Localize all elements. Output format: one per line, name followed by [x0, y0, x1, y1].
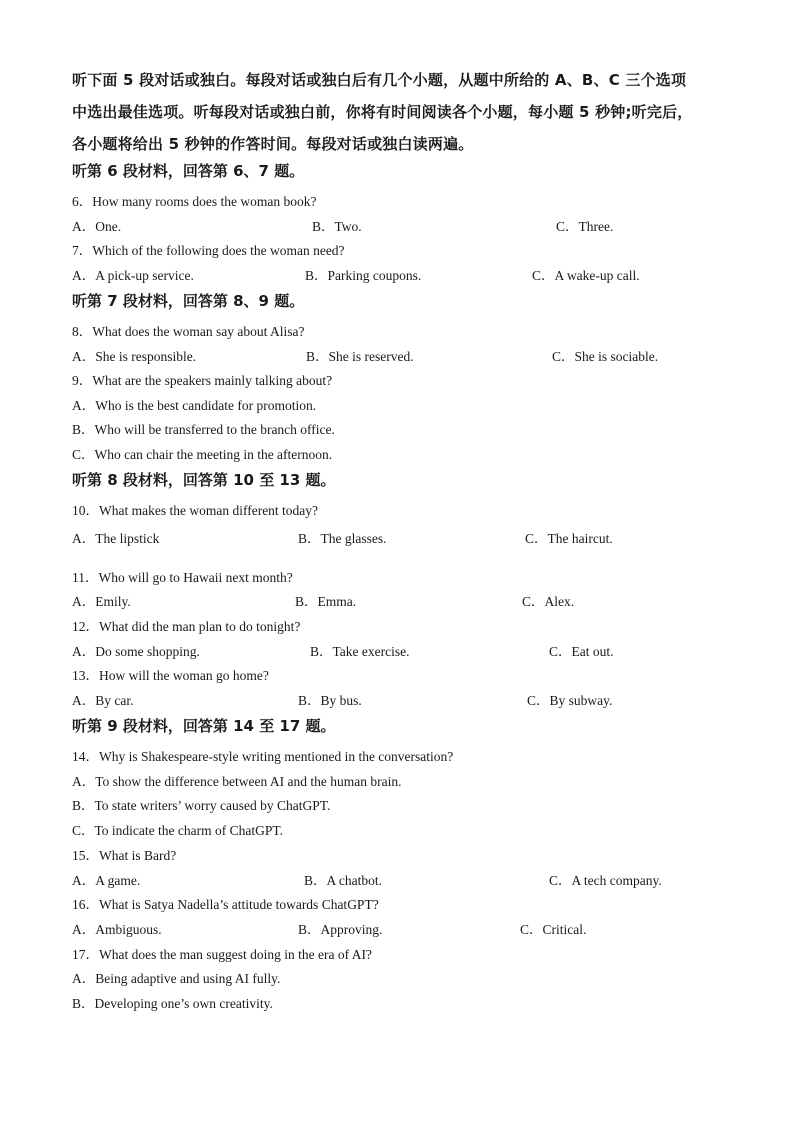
option-15-c: C．A tech company.: [549, 873, 662, 888]
option-11-a: A．Emily.: [72, 594, 131, 609]
option-7-a: A．A pick-up service.: [72, 268, 194, 283]
question-8: 8．What does the woman say about Alisa?: [72, 324, 305, 339]
question-16: 16．What is Satya Nadella’s attitude towards ChatGPT?: [72, 897, 379, 912]
option-12-c: C．Eat out.: [549, 644, 614, 659]
option-16-c: C．Critical.: [520, 922, 587, 937]
option-16-b: B．Approving.: [298, 922, 383, 937]
option-10-b: B．The glasses.: [298, 531, 387, 546]
option-9-a: A．Who is the best candidate for promotion.: [72, 398, 317, 413]
option-11-b: B．Emma.: [295, 594, 357, 609]
option-16-a: A．Ambiguous.: [72, 922, 162, 937]
question-17: 17．What does the man suggest doing in the era of AI?: [72, 947, 372, 962]
option-6-b: B．Two.: [312, 219, 362, 234]
question-15: 15．What is Bard?: [72, 848, 177, 863]
option-12-b: B．Take exercise.: [310, 644, 410, 659]
options-6: [72, 215, 732, 233]
question-12: 12．What did the man plan to do tonight?: [72, 619, 301, 634]
options-8: [72, 345, 732, 363]
options-12: [72, 640, 732, 658]
option-12-a: A．Do some shopping.: [72, 644, 200, 659]
option-8-b: B．She is reserved.: [306, 349, 414, 364]
section-heading-6: 听第 6 段材料，回答第 6、7 题。: [72, 162, 305, 180]
question-11: 11．Who will go to Hawaii next month?: [72, 570, 293, 585]
section-heading-9: 听第 9 段材料，回答第 14 至 17 题。: [72, 717, 336, 735]
instructions: [72, 64, 732, 160]
question-10: 10．What makes the woman different today?: [72, 503, 319, 518]
option-8-c: C．She is sociable.: [552, 349, 659, 364]
option-10-a: A．The lipstick: [72, 531, 160, 546]
option-7-c: C．A wake-up call.: [532, 268, 640, 283]
option-13-b: B．By bus.: [298, 693, 362, 708]
instructions-line-2: 中选出最佳选项。听每段对话或独白前，你将有时间阅读各个小题，每小题 5 秒钟;听完后，: [72, 103, 693, 121]
option-17-a: A．Being adaptive and using AI fully.: [72, 971, 281, 986]
options-7: [72, 264, 732, 282]
option-15-b: B．A chatbot.: [304, 873, 382, 888]
question-6: 6．How many rooms does the woman book?: [72, 194, 317, 209]
option-11-c: C．Alex.: [522, 594, 575, 609]
option-9-b: B．Who will be transferred to the branch office.: [72, 422, 335, 437]
options-11: [72, 590, 732, 608]
option-14-c: C．To indicate the charm of ChatGPT.: [72, 823, 284, 838]
option-13-c: C．By subway.: [527, 693, 613, 708]
question-7: 7．Which of the following does the woman need?: [72, 243, 345, 258]
option-10-c: C．The haircut.: [525, 531, 613, 546]
options-15: [72, 869, 732, 887]
option-9-c: C．Who can chair the meeting in the afternoon.: [72, 447, 333, 462]
question-9: 9．What are the speakers mainly talking about?: [72, 373, 333, 388]
option-6-a: A．One.: [72, 219, 122, 234]
options-16: [72, 918, 732, 936]
option-6-c: C．Three.: [556, 219, 614, 234]
option-13-a: A．By car.: [72, 693, 134, 708]
option-14-b: B．To state writers’ worry caused by ChatGPT.: [72, 798, 331, 813]
instructions-line-1: 听下面 5 段对话或独白。每段对话或独白后有几个小题，从题中所给的 A、B、C 三个选项: [72, 71, 687, 89]
section-heading-8: 听第 8 段材料，回答第 10 至 13 题。: [72, 471, 336, 489]
option-7-b: B．Parking coupons.: [305, 268, 422, 283]
option-8-a: A．She is responsible.: [72, 349, 197, 364]
option-17-b: B．Developing one’s own creativity.: [72, 996, 273, 1011]
options-13: [72, 689, 732, 707]
options-10: [72, 527, 732, 545]
instructions-line-3: 各小题将给出 5 秒钟的作答时间。每段对话或独白读两遍。: [72, 135, 474, 153]
question-13: 13．How will the woman go home?: [72, 668, 269, 683]
question-14: 14．Why is Shakespeare-style writing mentioned in the conversation?: [72, 749, 454, 764]
section-heading-7: 听第 7 段材料，回答第 8、9 题。: [72, 292, 305, 310]
option-15-a: A．A game.: [72, 873, 141, 888]
option-14-a: A．To show the difference between AI and the human brain.: [72, 774, 402, 789]
